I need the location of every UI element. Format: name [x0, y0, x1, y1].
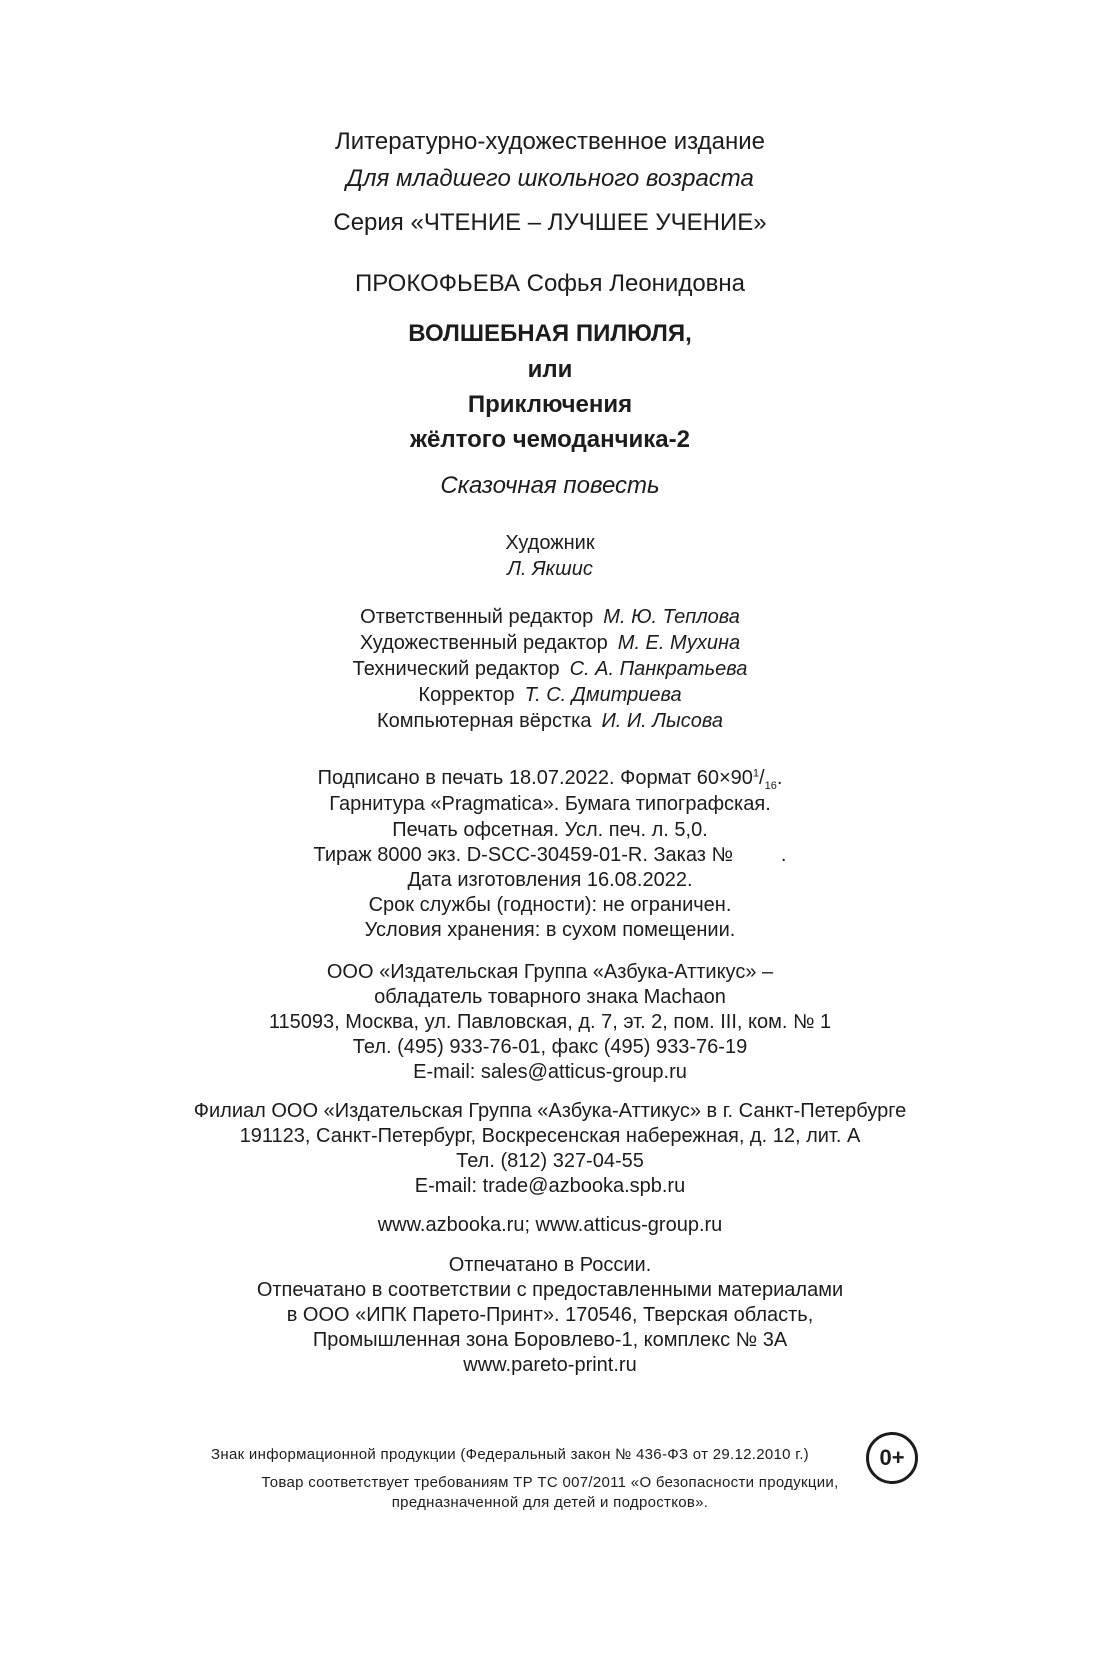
edition-genre: Литературно-художественное издание: [335, 128, 765, 155]
illustrator-name: Л. Якшис: [507, 558, 593, 580]
compliance-line-2: предназначенной для детей и подростков».: [391, 1494, 709, 1511]
author-name: ПРОКОФЬЕВА Софья Леонидовна: [354, 270, 746, 297]
branch-name: Филиал ООО «Издательская Группа «Азбука-Аттикус» в г. Санкт-Петербурге: [193, 1100, 907, 1122]
credit-role: Компьютерная вёрстка: [377, 710, 592, 732]
publisher-websites: www.azbooka.ru; www.atticus-group.ru: [377, 1214, 723, 1236]
manufacture-date: Дата изготовления 16.08.2022.: [407, 869, 693, 891]
credit-name: И. И. Лысова: [601, 710, 723, 732]
info-product-sign: Знак информационной продукции (Федеральный закон № 436-ФЗ от 29.12.2010 г.): [211, 1446, 809, 1463]
age-rating-badge: 0+: [866, 1432, 918, 1484]
branch-email: E-mail: trade@azbooka.spb.ru: [414, 1175, 686, 1197]
book-title-line-2: или: [527, 356, 573, 383]
publisher-email: E-mail: sales@atticus-group.ru: [413, 1061, 687, 1083]
publisher-address: 115093, Москва, ул. Павловская, д. 7, эт. 2, пом. III, ком. № 1: [268, 1011, 832, 1033]
book-title-line-3: Приключения: [467, 391, 633, 418]
credit-name: С. А. Панкратьева: [569, 658, 748, 680]
credit-line: [0, 631, 1100, 655]
storage-conditions: Условия хранения: в сухом помещении.: [364, 919, 736, 941]
credit-role: Технический редактор: [352, 658, 560, 680]
credit-line: [0, 683, 1100, 707]
credit-line: [0, 657, 1100, 681]
audience-note: Для младшего школьного возраста: [346, 165, 754, 192]
print-run-order: [0, 843, 1100, 867]
book-subtitle: Сказочная повесть: [440, 472, 660, 499]
print-signed-text: Подписано в печать 18.07.2022. Формат 60×90: [317, 767, 753, 789]
book-title-line-4: жёлтого чемоданчика-2: [410, 426, 690, 453]
publisher-phone: Тел. (495) 933-76-01, факс (495) 933-76-19: [352, 1036, 748, 1058]
credit-role: Ответственный редактор: [360, 606, 594, 628]
credit-name: Т. С. Дмитриева: [524, 684, 682, 706]
credit-name: М. Ю. Теплова: [603, 606, 740, 628]
print-typeface: Гарнитура «Pragmatica». Бумага типографская.: [329, 793, 771, 815]
printer-line-2: Отпечатано в соответствии с предоставленными материалами: [256, 1279, 844, 1301]
print-signed-format: Подписано в печать 18.07.2022. Формат $60\times 90^1/_{16}$.: [317, 767, 783, 792]
illustrator-role: Художник: [505, 532, 595, 554]
credit-role: Корректор: [418, 684, 515, 706]
branch-phone: Тел. (812) 327-04-55: [456, 1150, 644, 1172]
printer-line-1: Отпечатано в России.: [448, 1254, 652, 1276]
print-method: Печать офсетная. Усл. печ. л. 5,0.: [392, 819, 708, 841]
branch-address: 191123, Санкт-Петербург, Воскресенская набережная, д. 12, лит. А: [239, 1125, 861, 1147]
format-numerator: 1: [752, 767, 760, 780]
credit-role: Художественный редактор: [359, 632, 608, 654]
credit-line: [0, 605, 1100, 629]
credit-name: М. Е. Мухина: [617, 632, 741, 654]
printer-line-4: Промышленная зона Боровлево-1, комплекс № 3А: [312, 1329, 788, 1351]
compliance-line-1: Товар соответствует требованиям ТР ТС 007/2011 «О безопасности продукции,: [261, 1474, 839, 1491]
service-life: Срок службы (годности): не ограничен.: [368, 894, 732, 916]
format-denominator: 16: [764, 780, 777, 792]
print-signed-suffix: .: [776, 767, 783, 789]
series-name: Серия «ЧТЕНИЕ – ЛУЧШЕЕ УЧЕНИЕ»: [333, 209, 767, 236]
print-run-suffix: .: [780, 844, 787, 866]
book-title-line-1: ВОЛШЕБНАЯ ПИЛЮЛЯ,: [408, 320, 692, 347]
credit-line: [0, 709, 1100, 733]
printer-website: www.pareto-print.ru: [463, 1354, 637, 1376]
publisher-trademark: обладатель товарного знака Machaon: [374, 986, 726, 1008]
printer-line-3: в ООО «ИПК Парето-Принт». 170546, Тверская область,: [286, 1304, 814, 1326]
publisher-name: ООО «Издательская Группа «Азбука-Аттикус» –: [326, 961, 774, 983]
print-run-text: Тираж 8000 экз. D-SCC-30459-01-R. Заказ №: [313, 844, 733, 866]
